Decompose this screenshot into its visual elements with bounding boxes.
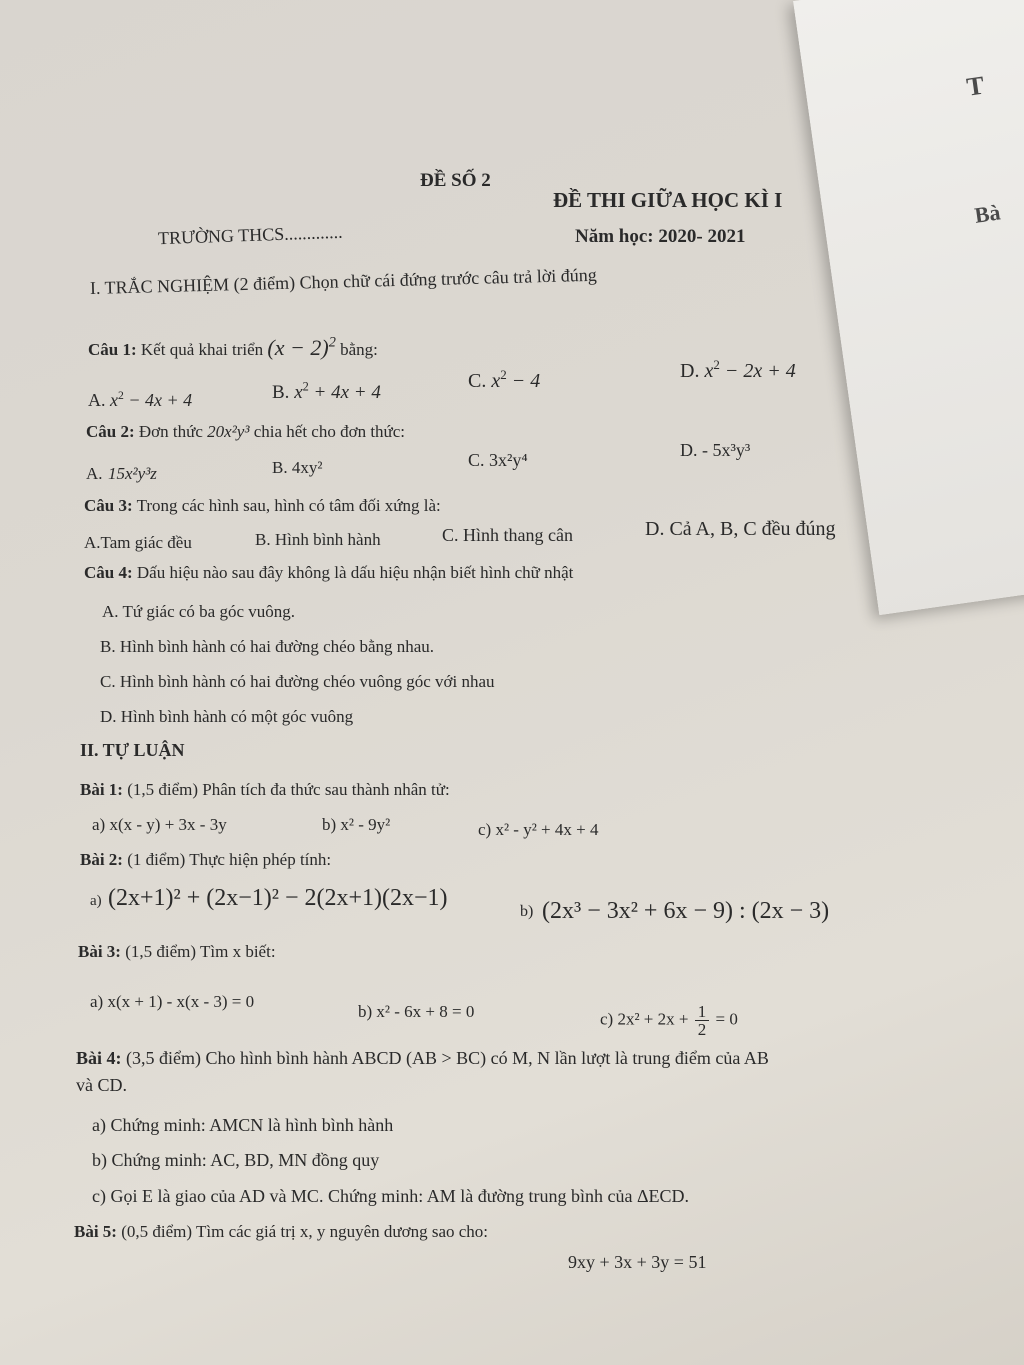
exercise-1-b: b) x² - 9y² <box>322 815 391 834</box>
exercise-3: Bài 3: (1,5 điểm) Tìm x biết: <box>78 942 276 961</box>
option-c: C. $x^2 - 4$ <box>468 367 541 392</box>
option-d: D. - 5x³y³ <box>680 440 751 460</box>
exercise-1-a: a) x(x - y) + 3x - 3y <box>92 815 227 834</box>
fraction: $\frac{1}{2}$ <box>695 1003 710 1038</box>
exercise-4-c: c) Gọi E là giao của AD và MC. Chứng minh: AM là đường trung bình của ΔECD. <box>92 1186 690 1206</box>
question-label: Câu 1: <box>88 340 137 359</box>
option-c: C. Hình bình hành có hai đường chéo vuông góc với nhau <box>100 672 495 691</box>
exercise-3-c: c) 2x² + 2x + $\frac{1}{2}$ = 0 <box>600 1002 738 1039</box>
exercise-2: Bài 2: (1 điểm) Thực hiện phép tính: <box>80 850 332 869</box>
exercise-2-a: (2x+1)² + (2x−1)² − 2(2x+1)(2x−1) <box>108 885 448 911</box>
math-expression: 20x²y³ <box>207 422 250 441</box>
school-name: TRƯỜNG THCS............. <box>157 221 343 249</box>
exercise-4-cont: và CD. <box>76 1075 127 1095</box>
option-d: D. Hình bình hành có một góc vuông <box>100 707 354 726</box>
exam-title: ĐỀ THI GIỮA HỌC KÌ I <box>553 188 783 212</box>
option-b: B. 4xy² <box>272 458 323 477</box>
part2-heading: II. TỰ LUẬN <box>80 740 185 760</box>
exercise-1-c: c) x² - y² + 4x + 4 <box>478 820 599 839</box>
option-b: B. Hình bình hành <box>255 530 381 549</box>
exercise-2-a-label: a) <box>90 893 102 909</box>
option-a-text: 15x²y³z <box>108 464 157 483</box>
exercise-3-b: b) x² - 6x + 8 = 0 <box>358 1002 475 1021</box>
exercise-2-b: (2x³ − 3x² + 6x − 9) : (2x − 3) <box>542 898 830 924</box>
option-c: C. 3x²y⁴ <box>468 450 528 470</box>
option-a: A. <box>86 464 103 483</box>
option-a: A. Tứ giác có ba góc vuông. <box>102 602 296 621</box>
math-expression: $(x - 2)^2$ <box>267 334 336 360</box>
question-4: Câu 4: Dấu hiệu nào sau đây không là dấu hiệu nhận biết hình chữ nhật <box>84 563 574 582</box>
background-page-text: T <box>964 70 986 102</box>
background-page-text: Bà <box>972 199 1002 228</box>
exercise-4: Bài 4: (3,5 điểm) Cho hình bình hành ABCD (AB > BC) có M, N lần lượt là trung điểm của AB <box>76 1048 769 1068</box>
option-d: D. Cả A, B, C đều đúng <box>645 518 836 540</box>
option-a: A.Tam giác đều <box>84 533 192 552</box>
exercise-3-a: a) x(x + 1) - x(x - 3) = 0 <box>90 992 255 1011</box>
option-a: A. $x^2 - 4x + 4$ <box>88 388 193 410</box>
school-year: Năm học: 2020- 2021 <box>575 226 746 247</box>
exercise-2-b-label: b) <box>520 903 534 920</box>
exercise-4-b: b) Chứng minh: AC, BD, MN đồng quy <box>92 1150 380 1170</box>
exercise-5: Bài 5: (0,5 điểm) Tìm các giá trị x, y nguyên dương sao cho: <box>74 1222 489 1241</box>
exercise-5-equation: 9xy + 3x + 3y = 51 <box>568 1252 707 1272</box>
option-b: B. $x^2 + 4x + 4$ <box>272 379 381 403</box>
question-1: Câu 1: Kết quả khai triển $(x - 2)^2$ bằng: <box>88 334 378 360</box>
question-2: Câu 2: Đơn thức 20x²y³ chia hết cho đơn thức: <box>86 422 406 441</box>
option-c: C. Hình thang cân <box>442 525 573 545</box>
exercise-1: Bài 1: (1,5 điểm) Phân tích đa thức sau thành nhân tử: <box>80 780 450 799</box>
part1-heading: I. TRẮC NGHIỆM (2 điểm) Chọn chữ cái đứng trước câu trả lời đúng <box>89 264 597 298</box>
option-d: D. $x^2 - 2x + 4$ <box>680 357 796 382</box>
exercise-4-a: a) Chứng minh: AMCN là hình bình hành <box>92 1115 394 1135</box>
option-b: B. Hình bình hành có hai đường chéo bằng nhau. <box>100 637 435 656</box>
question-3: Câu 3: Trong các hình sau, hình có tâm đối xứng là: <box>84 496 441 515</box>
exam-number: ĐỀ SỐ 2 <box>420 170 491 191</box>
